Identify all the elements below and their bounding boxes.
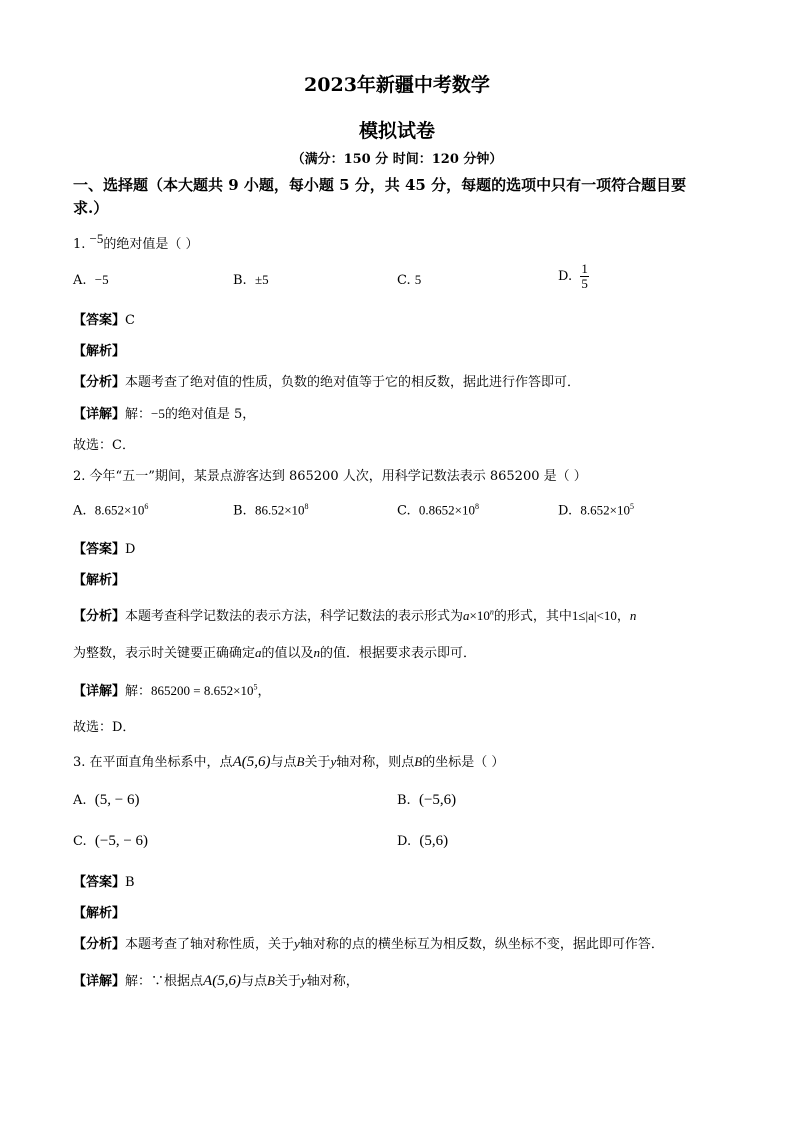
q1-option-a: A. −5 (73, 272, 109, 288)
page-title: 2023年新疆中考数学 (304, 74, 490, 96)
section-heading: 一、选择题（本大题共 9 小题，每小题 5 分，共 45 分，每题的选项中只有一项符合题目要 (73, 176, 687, 194)
q3-detail: 【详解】解：∵根据点A(5,6)与点B关于y轴对称， (73, 973, 359, 989)
q1-option-b: B. ±5 (233, 272, 269, 288)
q2-option-a: A. $8.652\times 10^6$ (73, 502, 149, 519)
question-1: 1. −5的绝对值是（ ） (73, 231, 199, 252)
q1-option-d: D. $\frac{1}{5}$ (558, 261, 588, 291)
q1-detail: 【详解】解：−5的绝对值是 5， (73, 406, 256, 422)
q2-detail: 【详解】解：$865200 = 8.652\times 10^5$， (73, 682, 271, 699)
question-2: 2. 今年“五一”期间，某景点游客达到 865200 人次，用科学记数法表示 865200 是（ ） (73, 469, 587, 484)
q2-option-c: C. $0.8652\times 10^8$ (397, 502, 479, 519)
q3-option-a: A. (5, − 6) (73, 792, 140, 808)
fraction: $\frac{1}{5}$ (581, 261, 588, 291)
q2-option-b: B. $86.52\times 10^8$ (233, 502, 309, 519)
q1-fenxi: 【分析】本题考查了绝对值的性质，负数的绝对值等于它的相反数，据此进行作答即可． (73, 375, 581, 390)
q2-fenxi: 【分析】本题考查科学记数法的表示方法，科学记数法的表示形式为$a\times 10^n$的形式，其中1≤|a|<10，n (73, 607, 637, 624)
q1-option-c: C. 5 (397, 272, 422, 288)
q2-answer: 【答案】D (73, 542, 136, 557)
section-heading-cont: 求.） (73, 199, 109, 217)
q3-option-d: D. (5,6) (397, 833, 449, 849)
q2-option-d: D. $8.652\times 10^5$ (558, 502, 634, 519)
q3-option-b: B. (−5,6) (397, 792, 457, 808)
q3-fenxi: 【分析】本题考查了轴对称性质，关于y轴对称的点的横坐标互为相反数，纵坐标不变，据此即可作答． (73, 936, 664, 952)
exam-info: （满分：150 分 时间：120 分钟） (291, 152, 503, 167)
q2-analysis: 【解析】 (73, 573, 126, 588)
q2-fenxi-cont: 为整数，表示时关键要正确确定a的值以及n的值．根据要求表示即可． (73, 645, 477, 661)
page-subtitle: 模拟试卷 (358, 120, 435, 142)
q1-analysis: 【解析】 (73, 344, 126, 359)
question-3: 3. 在平面直角坐标系中，点A(5,6)与点B关于y轴对称，则点B的坐标是（ ） (73, 754, 505, 770)
q3-option-c: C. (−5, − 6) (73, 833, 149, 849)
q1-conclusion: 故选：C． (73, 438, 135, 453)
q3-analysis: 【解析】 (73, 906, 126, 921)
q3-answer: 【答案】B (73, 875, 135, 890)
q2-conclusion: 故选：D． (73, 720, 136, 735)
q1-answer: 【答案】C (73, 313, 135, 328)
